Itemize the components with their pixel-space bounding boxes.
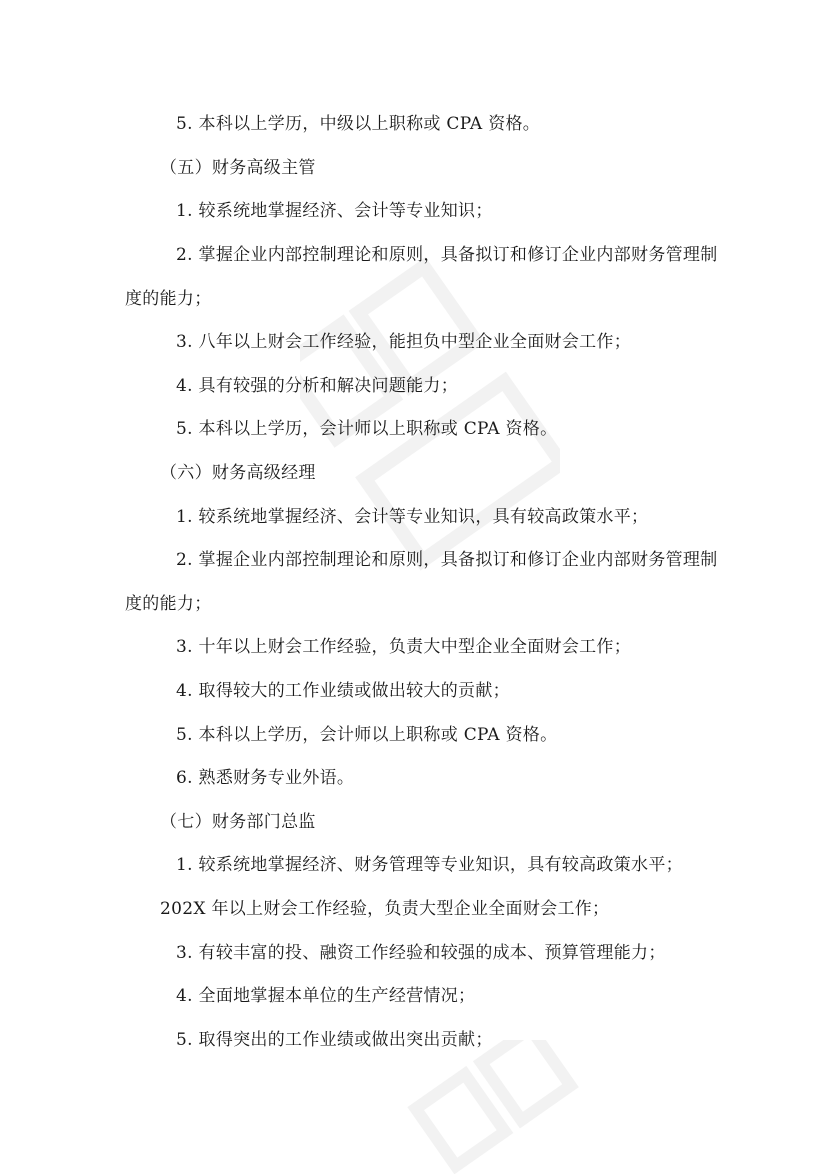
text-line: 5. 本科以上学历，会计师以上职称或 CPA 资格。 <box>176 725 558 745</box>
text-line: 5. 本科以上学历，中级以上职称或 CPA 资格。 <box>176 114 541 134</box>
text-line: 1. 较系统地掌握经济、会计等专业知识，具有较高政策水平； <box>176 507 649 527</box>
text-line: 4. 具有较强的分析和解决问题能力； <box>176 376 459 396</box>
text-line: 202X 年以上财会工作经验，负责大型企业全面财会工作； <box>160 899 610 919</box>
text-line: 4. 取得较大的工作业绩或做出较大的贡献； <box>176 681 510 701</box>
text-line: 6. 熟悉财务专业外语。 <box>176 768 355 788</box>
section-heading: （六）财务高级经理 <box>160 463 316 483</box>
text-line: 1. 较系统地掌握经济、财务管理等专业知识，具有较高政策水平； <box>176 855 683 875</box>
text-line: 3. 有较丰富的投、融资工作经验和较强的成本、预算管理能力； <box>176 943 666 963</box>
text-line-continued: 度的能力； <box>125 594 212 614</box>
text-line: 2. 掌握企业内部控制理论和原则，具备拟订和修订企业内部财务管理制 <box>176 550 718 570</box>
text-line-continued: 度的能力； <box>125 289 212 309</box>
text-line: 4. 全面地掌握本单位的生产经营情况； <box>176 986 476 1006</box>
section-heading: （五）财务高级主管 <box>160 158 316 178</box>
text-line: 5. 本科以上学历，会计师以上职称或 CPA 资格。 <box>176 419 558 439</box>
text-line: 3. 八年以上财会工作经验，能担负中型企业全面财会工作； <box>176 332 632 352</box>
text-line: 2. 掌握企业内部控制理论和原则，具备拟订和修订企业内部财务管理制 <box>176 245 718 265</box>
section-heading: （七）财务部门总监 <box>160 812 316 832</box>
watermark-graphic <box>300 250 560 580</box>
text-line: 5. 取得突出的工作业绩或做出突出贡献； <box>176 1030 493 1050</box>
text-line: 3. 十年以上财会工作经验，负责大中型企业全面财会工作； <box>176 637 632 657</box>
text-line: 1. 较系统地掌握经济、会计等专业知识； <box>176 201 493 221</box>
watermark-graphic-bottom <box>400 1040 600 1174</box>
